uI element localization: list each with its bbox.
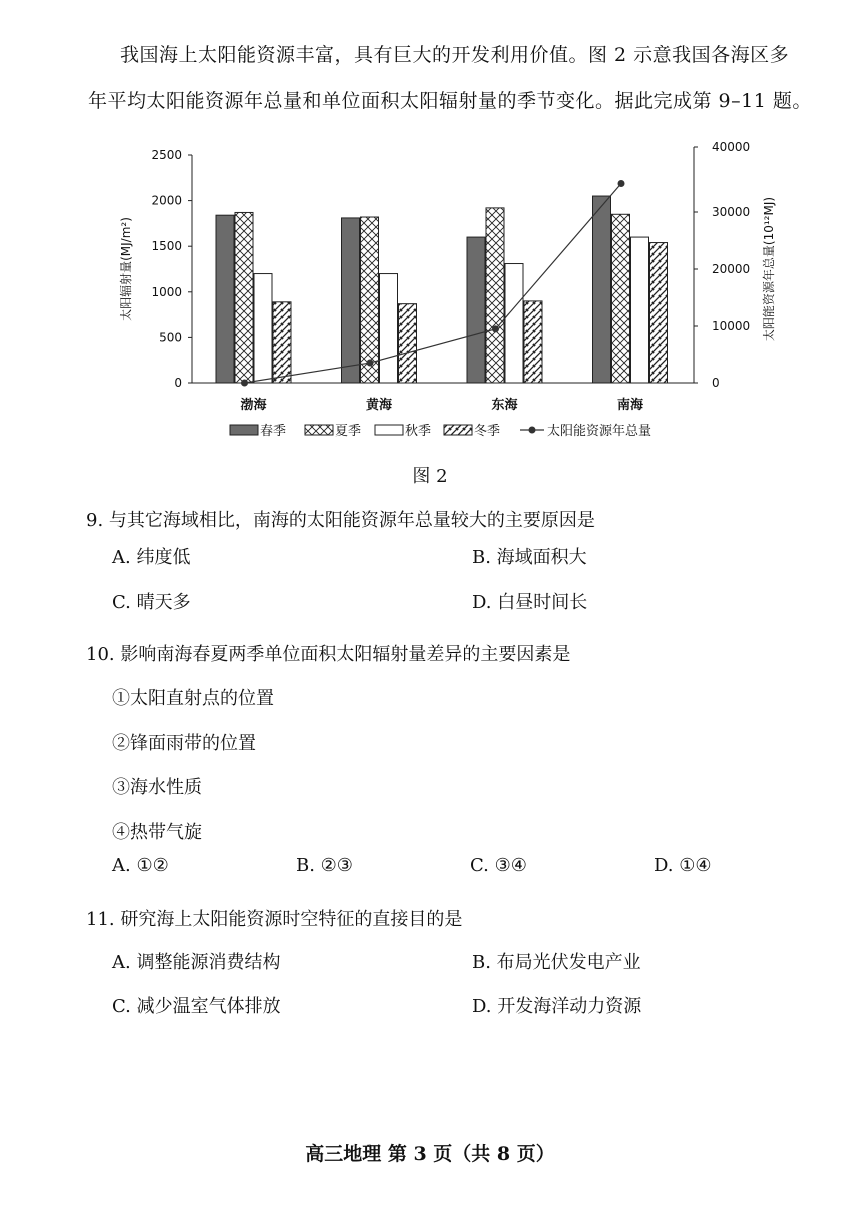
- bar-winter: [524, 301, 542, 383]
- q9-option-a: A. 纬度低: [112, 547, 191, 568]
- bar-spring: [342, 218, 360, 383]
- total-resource-point: [367, 360, 374, 367]
- category-label: 南海: [616, 398, 644, 413]
- bar-spring: [467, 237, 485, 383]
- q11-option-a: A. 调整能源消费结构: [112, 952, 281, 973]
- legend-swatch: [305, 425, 333, 435]
- left-tick-label: 1500: [151, 239, 182, 254]
- q11-option-c: C. 减少温室气体排放: [112, 996, 281, 1017]
- legend-line-marker: [529, 427, 536, 434]
- bar-autumn: [505, 264, 523, 383]
- bar-summer: [612, 214, 630, 383]
- bar-autumn: [631, 237, 649, 383]
- q9-option-b: B. 海域面积大: [472, 547, 587, 568]
- bar-summer: [235, 212, 253, 383]
- q11-option-d: D. 开发海洋动力资源: [472, 996, 642, 1017]
- legend-label: 春季: [260, 424, 287, 439]
- chart-svg: [100, 135, 800, 455]
- left-tick-label: 500: [159, 330, 182, 345]
- q10-item-3: ③海水性质: [112, 777, 202, 798]
- q9-option-c: C. 晴天多: [112, 592, 191, 613]
- q9-option-d: D. 白昼时间长: [472, 592, 588, 613]
- legend-label: 夏季: [335, 424, 362, 439]
- question-10-stem: 10. 影响南海春夏两季单位面积太阳辐射量差异的主要因素是: [86, 644, 571, 665]
- q10-option-b: B. ②③: [296, 855, 353, 876]
- bar-spring: [216, 215, 234, 383]
- q10-item-1: ①太阳直射点的位置: [112, 688, 274, 709]
- right-tick-label: 10000: [712, 319, 751, 333]
- legend-label: 太阳能资源年总量: [547, 424, 652, 439]
- right-tick-label: 20000: [712, 262, 751, 276]
- bar-winter: [399, 304, 417, 383]
- figure-caption: 图 2: [412, 466, 448, 487]
- intro-line-2: 年平均太阳能资源年总量和单位面积太阳辐射量的季节变化。据此完成第 9–11 题。: [88, 90, 812, 112]
- total-resource-line: [245, 184, 622, 384]
- q10-option-d: D. ①④: [654, 855, 712, 876]
- bar-autumn: [380, 274, 398, 383]
- total-resource-point: [241, 380, 248, 387]
- bar-autumn: [254, 274, 272, 383]
- legend-swatch: [375, 425, 403, 435]
- question-11-stem: 11. 研究海上太阳能资源时空特征的直接目的是: [86, 909, 463, 930]
- bar-spring: [593, 196, 611, 383]
- q10-option-c: C. ③④: [470, 855, 527, 876]
- legend-label: 秋季: [405, 424, 432, 439]
- q10-item-4: ④热带气旋: [112, 822, 202, 843]
- category-label: 渤海: [240, 398, 267, 413]
- left-tick-label: 2000: [151, 193, 182, 208]
- q11-option-b: B. 布局光伏发电产业: [472, 952, 641, 973]
- right-axis-title: 太阳能资源年总量(10¹²MJ): [762, 196, 776, 342]
- left-tick-label: 1000: [151, 284, 182, 299]
- right-tick-label: 40000: [712, 140, 751, 154]
- total-resource-point: [618, 180, 625, 187]
- intro-paragraph: [88, 32, 818, 124]
- question-9-stem: 9. 与其它海域相比，南海的太阳能资源年总量较大的主要原因是: [86, 510, 595, 531]
- bar-summer: [361, 217, 379, 383]
- category-label: 黄海: [365, 398, 393, 413]
- left-axis-title: 太阳辐射量(MJ/m²): [119, 217, 133, 321]
- figure-2-chart: [100, 135, 800, 455]
- bar-winter: [273, 302, 291, 383]
- legend-swatch: [230, 425, 258, 435]
- q10-option-a: A. ①②: [112, 855, 169, 876]
- legend-swatch: [444, 425, 472, 435]
- bar-winter: [650, 243, 668, 383]
- legend-label: 冬季: [474, 424, 501, 439]
- right-tick-label: 0: [712, 376, 720, 390]
- left-tick-label: 0: [174, 376, 182, 390]
- total-resource-point: [492, 325, 499, 332]
- category-label: 东海: [491, 398, 518, 413]
- right-tick-label: 30000: [712, 205, 751, 219]
- left-tick-label: 2500: [151, 148, 182, 162]
- bar-summer: [486, 208, 504, 383]
- page-footer: 高三地理 第 3 页（共 8 页）: [305, 1143, 555, 1165]
- q10-item-2: ②锋面雨带的位置: [112, 733, 256, 754]
- intro-line-1: 我国海上太阳能资源丰富，具有巨大的开发利用价值。图 2 示意我国各海区多: [120, 44, 790, 66]
